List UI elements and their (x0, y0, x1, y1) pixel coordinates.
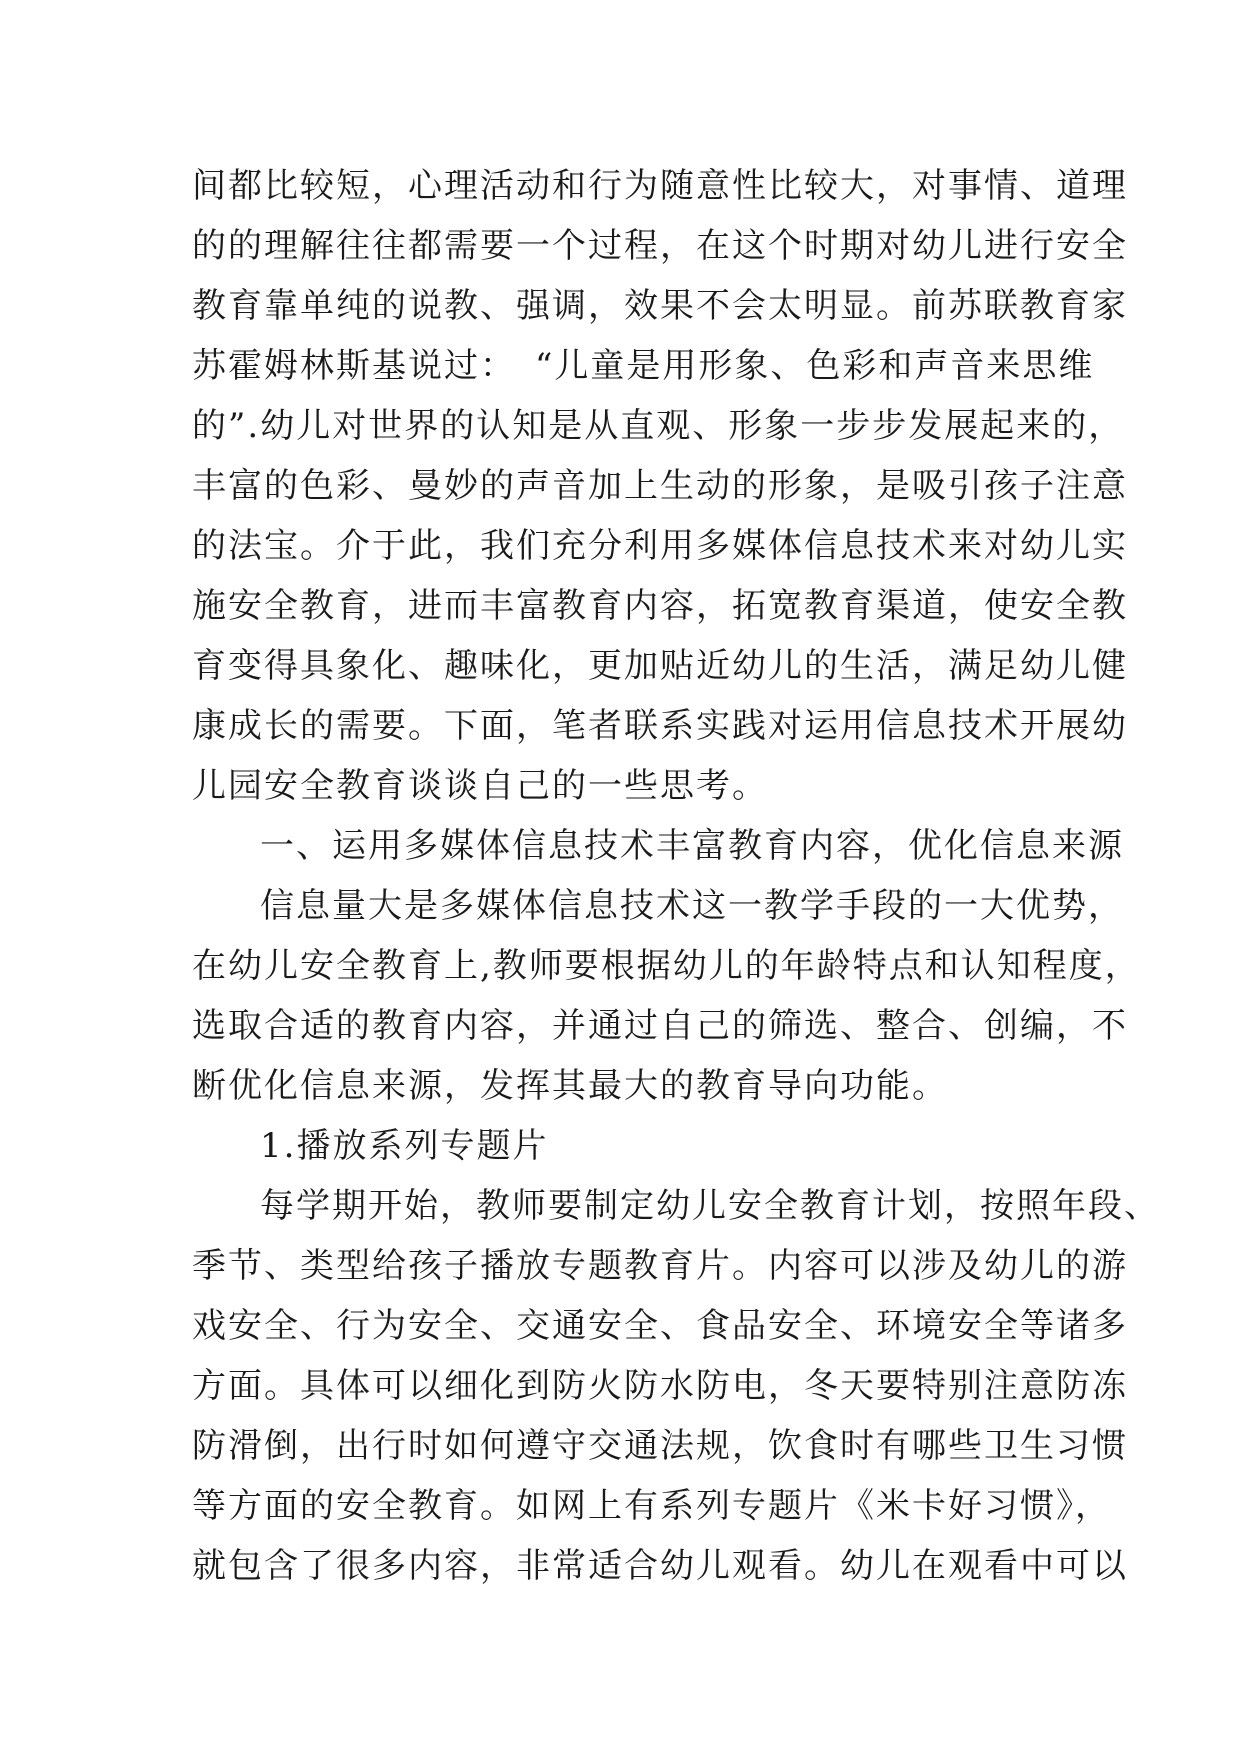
text-line: 等方面的安全教育。如网上有系列专题片《米卡好习惯》， (192, 1486, 1111, 1526)
text-line: 每学期开始，教师要制定幼儿安全教育计划，按照年段、 (260, 1186, 1160, 1226)
text-line: 康成长的需要。下面，笔者联系实践对运用信息技术开展幼 (192, 706, 1128, 746)
text-line: 的法宝。介于此，我们充分利用多媒体信息技术来对幼儿实 (192, 526, 1128, 566)
text-line: 苏霍姆林斯基说过： “儿童是用形象、色彩和声音来思维 (192, 346, 1095, 386)
text-line: 选取合适的教育内容，并通过自己的筛选、整合、创编，不 (192, 1006, 1128, 1046)
subsection-heading: 1.播放系列专题片 (260, 1126, 549, 1166)
text-line: 施安全教育，进而丰富教育内容，拓宽教育渠道，使安全教 (192, 586, 1128, 626)
text-line: 就包含了很多内容，非常适合幼儿观看。幼儿在观看中可以 (192, 1546, 1128, 1586)
text-line: 信息量大是多媒体信息技术这一教学手段的一大优势， (260, 886, 1124, 926)
text-line: 戏安全、行为安全、交通安全、食品安全、环境安全等诸多 (192, 1306, 1128, 1346)
text-line: 在幼儿安全教育上,教师要根据幼儿的年龄特点和认知程度， (192, 946, 1141, 986)
text-line: 的”.幼儿对世界的认知是从直观、形象一步步发展起来的， (192, 406, 1125, 446)
text-line: 丰富的色彩、曼妙的声音加上生动的形象，是吸引孩子注意 (192, 466, 1128, 506)
text-line: 间都比较短，心理活动和行为随意性比较大，对事情、道理 (192, 166, 1128, 206)
body-text (192, 156, 1160, 1596)
text-line: 的的理解往往都需要一个过程，在这个时期对幼儿进行安全 (192, 226, 1128, 266)
text-line: 季节、类型给孩子播放专题教育片。内容可以涉及幼儿的游 (192, 1246, 1128, 1286)
text-line: 育变得具象化、趣味化，更加贴近幼儿的生活，满足幼儿健 (192, 646, 1128, 686)
text-line: 教育靠单纯的说教、强调，效果不会太明显。前苏联教育家 (192, 286, 1128, 326)
text-line: 断优化信息来源，发挥其最大的教育导向功能。 (192, 1066, 948, 1106)
text-line: 儿园安全教育谈谈自己的一些思考。 (192, 766, 768, 806)
text-line: 防滑倒，出行时如何遵守交通法规，饮食时有哪些卫生习惯 (192, 1426, 1128, 1466)
section-heading: 一、运用多媒体信息技术丰富教育内容，优化信息来源 (260, 826, 1124, 866)
text-line: 方面。具体可以细化到防火防水防电，冬天要特别注意防冻 (192, 1366, 1128, 1406)
